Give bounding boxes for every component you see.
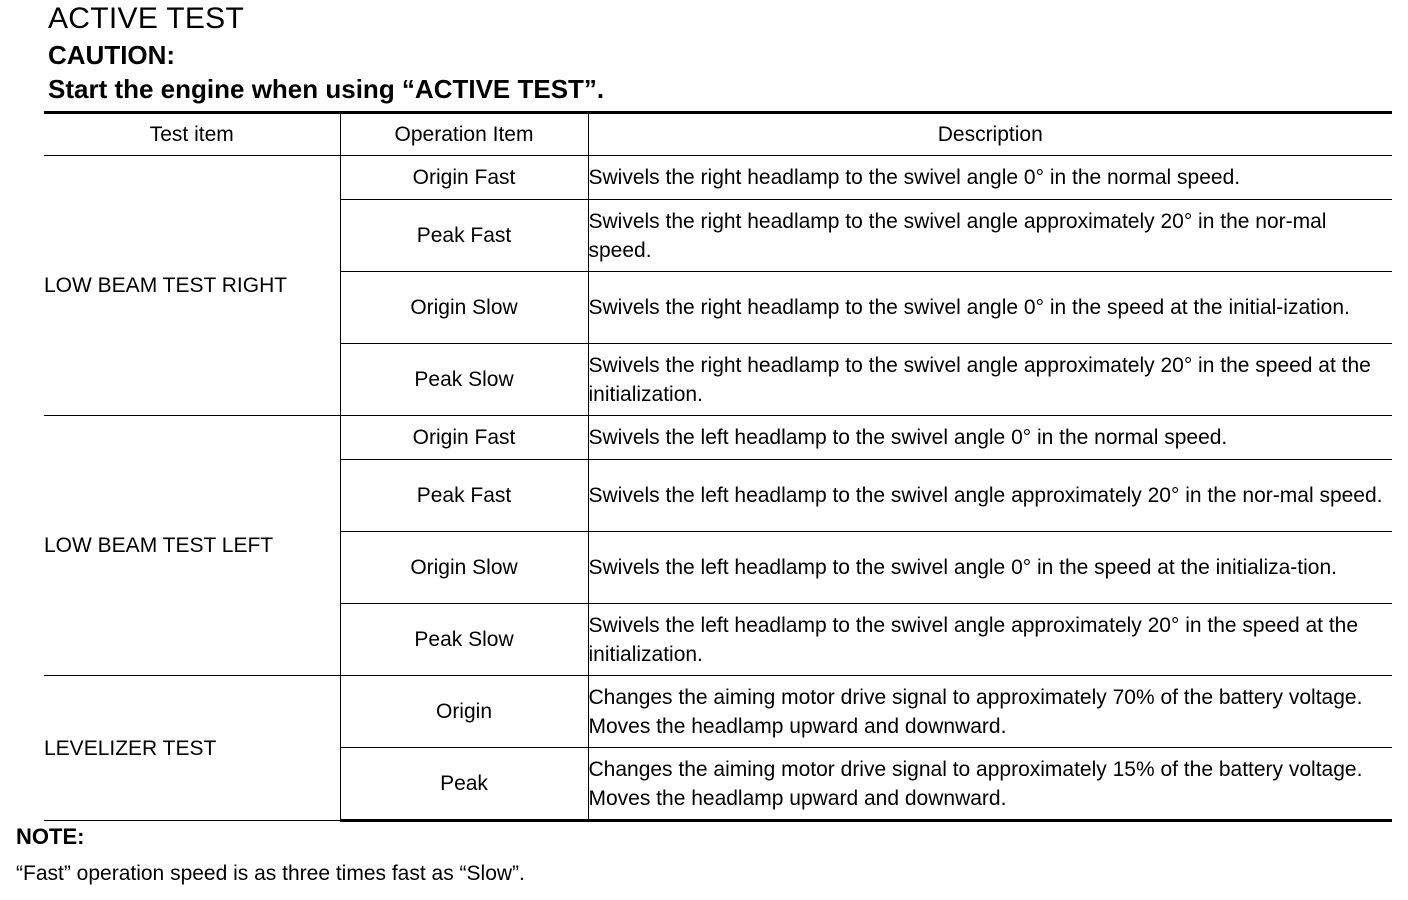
operation-cell: Peak [340, 748, 588, 821]
table-row [44, 156, 1392, 200]
page-heading: ACTIVE TEST [48, 2, 245, 35]
table-row [44, 416, 1392, 460]
description-cell: Swivels the left headlamp to the swivel angle approximately 20° in the speed at the initialization. [588, 604, 1392, 676]
operation-cell: Peak Slow [340, 344, 588, 416]
header-description: Description [588, 113, 1392, 156]
operation-cell: Origin [340, 676, 588, 748]
description-cell: Swivels the right headlamp to the swivel angle approximately 20° in the nor-mal speed. [588, 200, 1392, 272]
description-cell: Swivels the right headlamp to the swivel angle approximately 20° in the speed at the initialization. [588, 344, 1392, 416]
operation-cell: Origin Slow [340, 532, 588, 604]
description-cell: Swivels the right headlamp to the swivel angle 0° in the normal speed. [588, 156, 1392, 200]
description-cell: Changes the aiming motor drive signal to approximately 15% of the battery voltage. Moves the headlamp upward and downward. [588, 748, 1392, 821]
operation-cell: Origin Fast [340, 156, 588, 200]
operation-cell: Peak Fast [340, 460, 588, 532]
operation-cell: Origin Fast [340, 416, 588, 460]
test-item-cell: LEVELIZER TEST [44, 676, 340, 821]
caution-label: CAUTION: [48, 40, 176, 70]
test-item-cell: LOW BEAM TEST RIGHT [44, 156, 340, 416]
operation-cell: Origin Slow [340, 272, 588, 344]
test-item-cell: LOW BEAM TEST LEFT [44, 416, 340, 676]
table-header-row [44, 113, 1392, 156]
active-test-table [44, 111, 1392, 822]
description-cell: Swivels the right headlamp to the swivel angle 0° in the speed at the initial-ization. [588, 272, 1392, 344]
description-cell: Swivels the left headlamp to the swivel angle 0° in the normal speed. [588, 416, 1392, 460]
operation-cell: Peak Fast [340, 200, 588, 272]
caution-text: Start the engine when using “ACTIVE TEST”. [48, 74, 605, 104]
header-operation-item: Operation Item [340, 113, 588, 156]
header-test-item: Test item [44, 113, 340, 156]
table-row [44, 676, 1392, 748]
note-text: “Fast” operation speed is as three times fast as “Slow”. [16, 862, 525, 885]
description-cell: Changes the aiming motor drive signal to approximately 70% of the battery voltage. Moves the headlamp upward and downward. [588, 676, 1392, 748]
description-cell: Swivels the left headlamp to the swivel angle approximately 20° in the nor-mal speed. [588, 460, 1392, 532]
operation-cell: Peak Slow [340, 604, 588, 676]
description-cell: Swivels the left headlamp to the swivel angle 0° in the speed at the initializa-tion. [588, 532, 1392, 604]
note-label: NOTE: [16, 824, 85, 849]
